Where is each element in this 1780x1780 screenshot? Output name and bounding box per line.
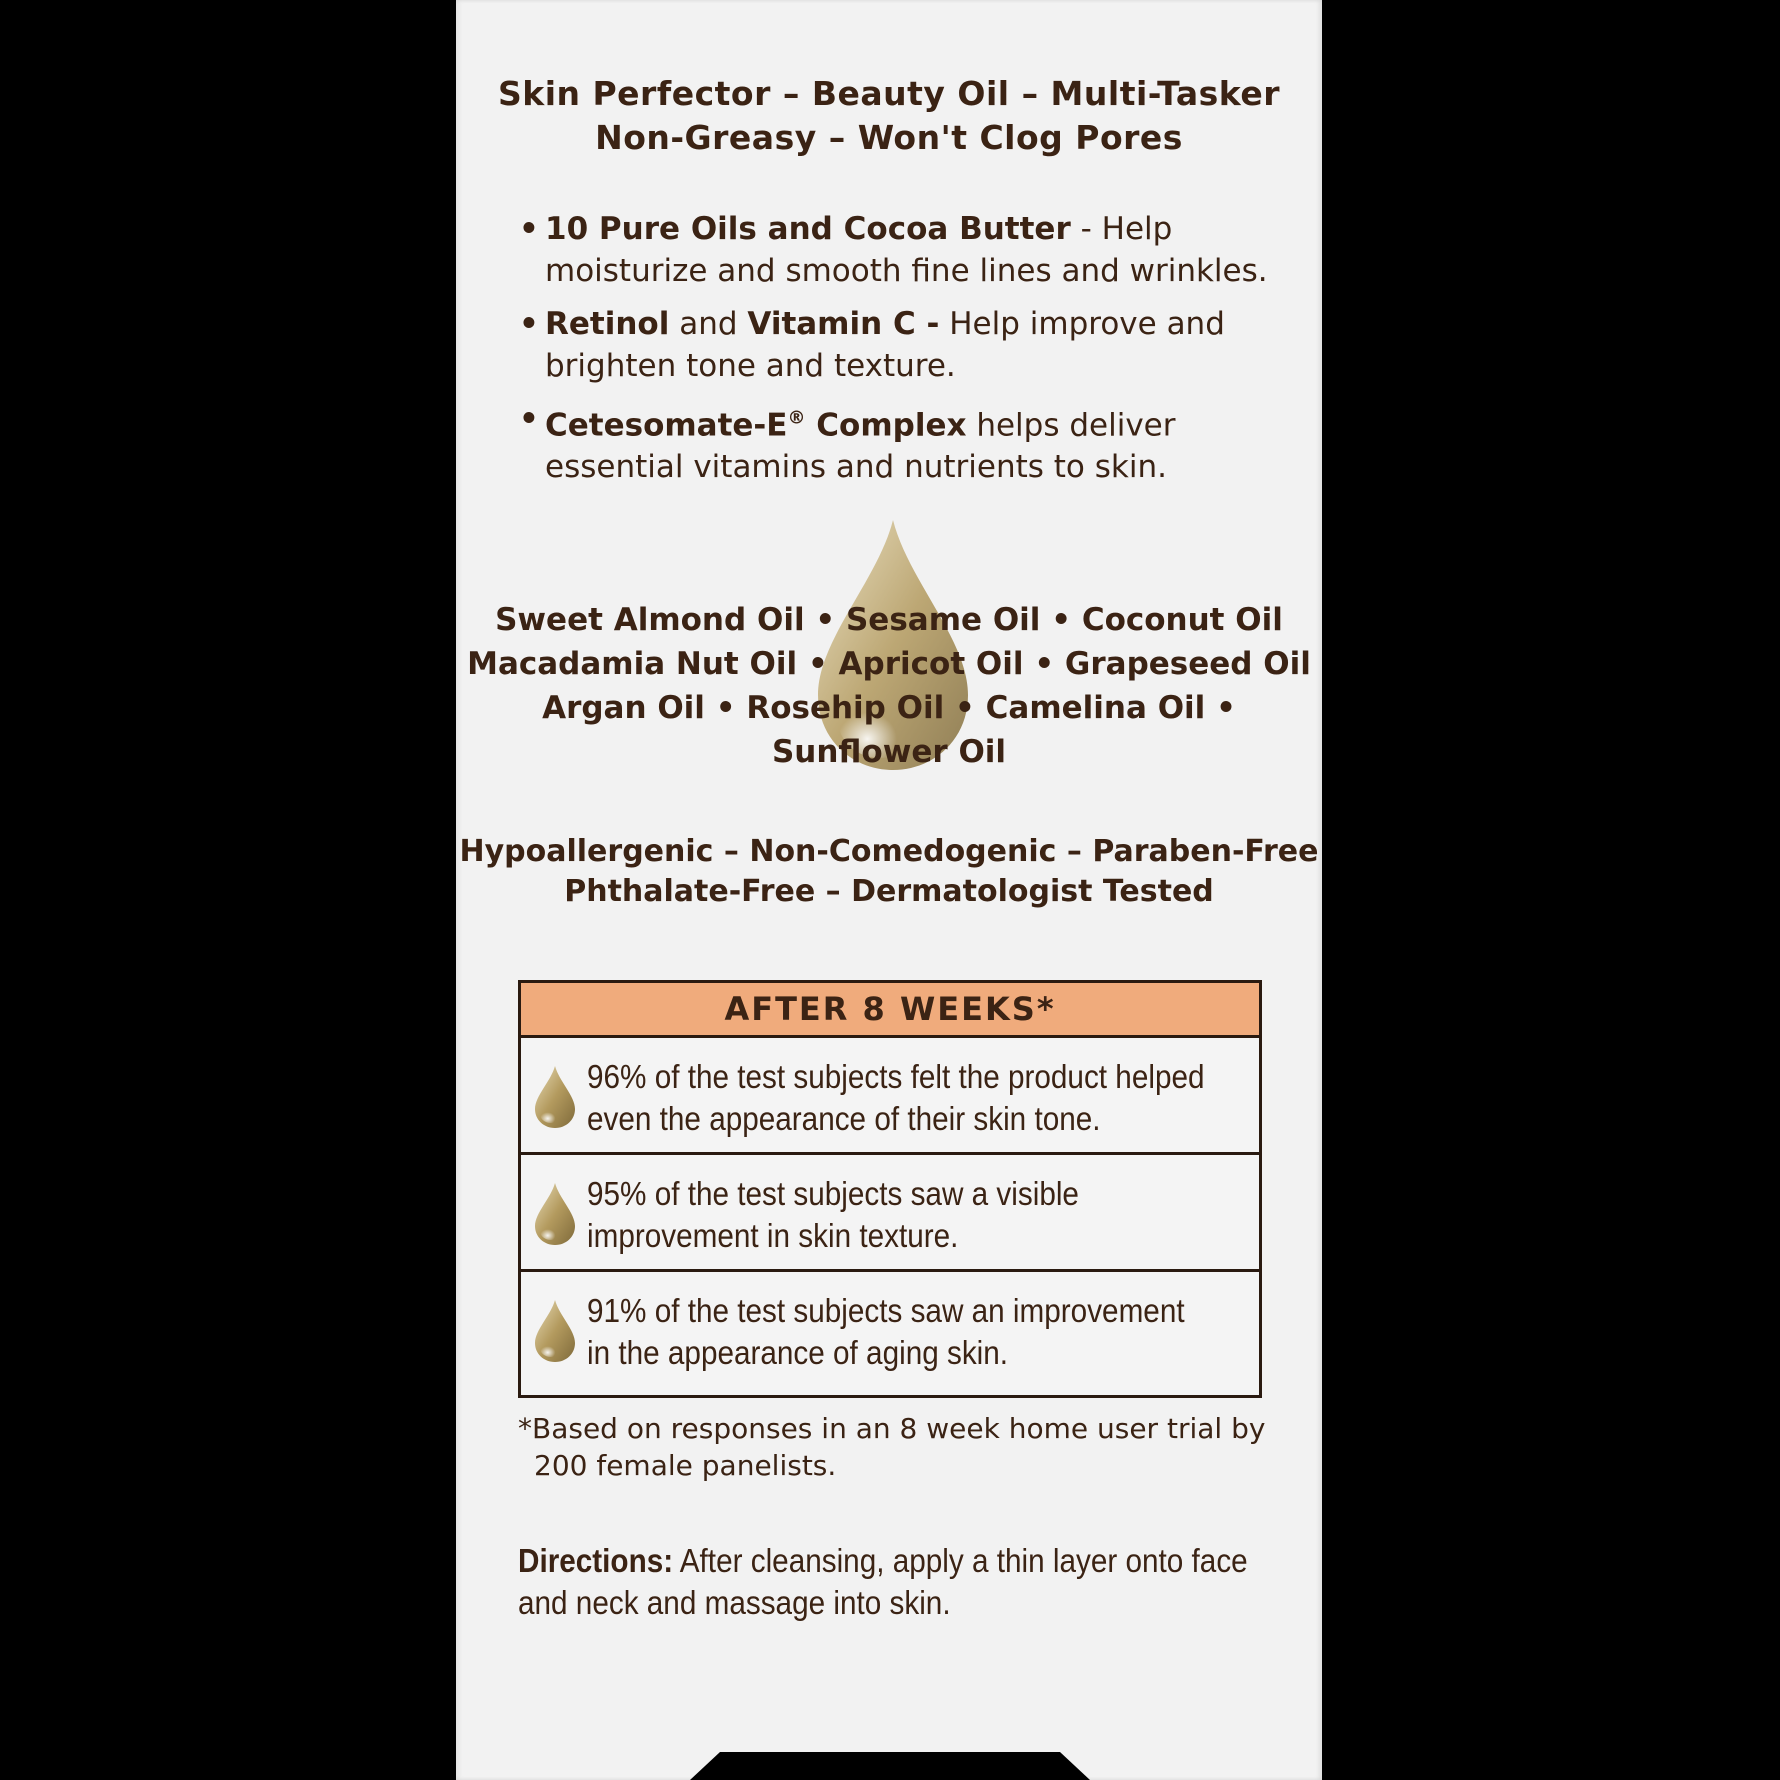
claims-line-2: Phthalate-Free – Dermatologist Tested: [564, 874, 1214, 909]
oil-line-3: Argan Oil • Rosehip Oil • Camelina Oil • Sunflower Oil: [542, 690, 1236, 770]
benefit-item: [519, 303, 1299, 387]
product-panel: [456, 0, 1322, 1780]
benefit-text-line-2: essential vitamins and nutrients to skin.: [545, 449, 1167, 486]
benefit-bold: Vitamin C -: [747, 306, 940, 342]
directions-label: Directions:: [518, 1542, 674, 1579]
benefit-text-line-2: brighten tone and texture.: [545, 348, 956, 384]
result-text: [587, 1173, 1181, 1257]
claims-line-1: Hypoallergenic – Non-Comedogenic – Paraben-Free: [459, 834, 1319, 869]
result-line-2: improvement in skin texture.: [587, 1217, 959, 1254]
benefit-list: [519, 208, 1299, 499]
benefit-text: - Help: [1070, 211, 1173, 247]
oil-drop-icon: [535, 1300, 575, 1362]
tagline-line-1: Skin Perfector – Beauty Oil – Multi-Tasker: [497, 74, 1281, 113]
benefit-text: Help improve and: [939, 306, 1225, 342]
result-line-2: in the appearance of aging skin.: [587, 1334, 1009, 1371]
oil-list: [456, 598, 1322, 774]
registered-mark: ®: [787, 408, 806, 429]
benefit-text: and: [669, 306, 748, 342]
tagline-line-2: Non-Greasy – Won't Clog Pores: [595, 118, 1183, 157]
benefit-bold: 10 Pure Oils and Cocoa Butter: [545, 211, 1071, 247]
footnote-line-2: 200 female panelists.: [534, 1449, 837, 1482]
oil-line-2: Macadamia Nut Oil • Apricot Oil • Grapeseed Oil: [467, 646, 1311, 682]
result-line-1: 95% of the test subjects saw a visible: [587, 1175, 1079, 1212]
bullet-dot: •: [519, 211, 539, 247]
oil-line-1: Sweet Almond Oil • Sesame Oil • Coconut Oil: [495, 602, 1283, 638]
benefit-bold: Complex: [805, 407, 967, 444]
result-line-1: 91% of the test subjects saw an improvement: [587, 1292, 1185, 1329]
result-text: [587, 1290, 1185, 1374]
results-box: [518, 980, 1262, 1398]
directions: [518, 1540, 1278, 1624]
tagline: [456, 72, 1322, 160]
footnote-line-1: *Based on responses in an 8 week home user trial by: [518, 1412, 1266, 1445]
result-line-2: even the appearance of their skin tone.: [587, 1100, 1101, 1137]
bullet-dot: •: [519, 401, 539, 437]
result-line-1: 96% of the test subjects felt the product helped: [587, 1058, 1205, 1095]
benefit-text-line-2: moisturize and smooth fine lines and wrinkles.: [545, 253, 1268, 289]
benefit-bold: Retinol: [545, 306, 670, 342]
result-row: [521, 1038, 1259, 1155]
result-row: [521, 1272, 1259, 1389]
result-text: [587, 1056, 1205, 1140]
oil-drop-icon: [535, 1066, 575, 1128]
benefit-bold: Cetesomate-E: [545, 407, 788, 444]
results-header: AFTER 8 WEEKS*: [521, 983, 1259, 1038]
benefit-item: [519, 398, 1299, 488]
benefit-text: helps deliver: [966, 407, 1176, 444]
result-row: [521, 1155, 1259, 1272]
footnote: [518, 1410, 1278, 1484]
benefit-item: [519, 208, 1299, 292]
bullet-dot: •: [519, 306, 539, 342]
box-flap-notch: [690, 1752, 1090, 1780]
directions-text-line-2: and neck and massage into skin.: [518, 1584, 951, 1621]
oil-drop-icon: [535, 1183, 575, 1245]
directions-text: After cleansing, apply a thin layer onto face: [673, 1542, 1248, 1579]
claims: [456, 832, 1322, 912]
